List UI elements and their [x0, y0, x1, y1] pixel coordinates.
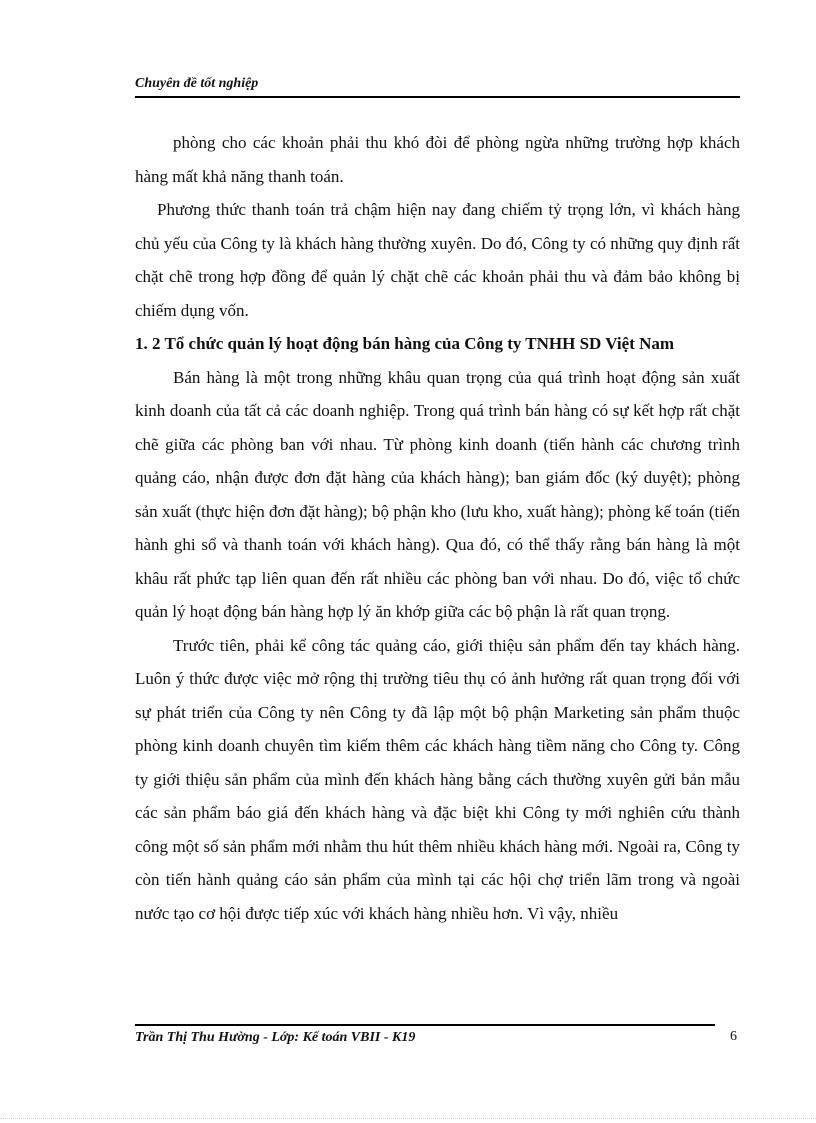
paragraph-1: phòng cho các khoản phải thu khó đòi để phòng ngừa những trường hợp khách hàng mất khả năng thanh toán. — [135, 133, 740, 186]
section-heading: 1. 2 Tổ chức quản lý hoạt động bán hàng của Công ty TNHH SD Việt Nam — [135, 334, 675, 353]
footer-rule — [135, 1024, 715, 1026]
header-rule — [135, 96, 740, 98]
page-number: 6 — [730, 1029, 737, 1044]
paragraph-4: Trước tiên, phải kể công tác quảng cáo, giới thiệu sản phẩm đến tay khách hàng. Luôn ý thức được việc mở rộng thị trường tiêu thụ có ảnh hưởng rất quan trọng đối với sự phát triển của Công ty nên Công ty đã lập một bộ phận Marketing sản phẩm thuộc phòng kinh doanh chuyên tìm kiếm thêm các khách hàng tiềm năng cho Công ty. Công ty giới thiệu sản phẩm của mình đến khách hàng bằng cách thường xuyên gửi bản mẫu các sản phẩm báo giá đến khách hàng và đặc biệt khi Công ty mới nghiên cứu thành công một số sản phẩm mới nhằm thu hút thêm nhiều khách hàng mới. Ngoài ra, Công ty còn tiến hành quảng cáo sản phẩm của mình tại các hội chợ triển lãm trong và ngoài nước tạo cơ hội được tiếp xúc với khách hàng nhiều hơn. Vì vậy, nhiều — [135, 635, 740, 923]
body-text — [135, 126, 740, 930]
paragraph-3: Bán hàng là một trong những khâu quan trọng của quá trình hoạt động sản xuất kinh doanh của tất cả các doanh nghiệp. Trong quá trình bán hàng có sự kết hợp rất chặt chẽ giữa các phòng ban với nhau. Từ phòng kinh doanh (tiến hành các chương trình quảng cáo, nhận được đơn đặt hàng của khách hàng); ban giám đốc (ký duyệt); phòng sản xuất (thực hiện đơn đặt hàng); bộ phận kho (lưu kho, xuất hàng); phòng kế toán (tiến hành ghi sổ và thanh toán với khách hàng). Qua đó, có thể thấy rằng bán hàng là một khâu rất phức tạp liên quan đến rất nhiều các phòng ban với nhau. Do đó, việc tổ chức quản lý hoạt động bán hàng hợp lý ăn khớp giữa các bộ phận là rất quan trọng. — [135, 367, 740, 621]
footer-author: Trần Thị Thu Hường - Lớp: Kế toán VBII - K19 — [135, 1030, 416, 1045]
running-header: Chuyên đề tốt nghiệp — [135, 76, 259, 91]
page-edge — [0, 1118, 816, 1119]
paragraph-2: Phương thức thanh toán trả chậm hiện nay đang chiếm tỷ trọng lớn, vì khách hàng chủ yếu của Công ty là khách hàng thường xuyên. Do đó, Công ty có những quy định rất chặt chẽ trong hợp đồng để quản lý chặt chẽ các khoản phải thu và đảm bảo không bị chiếm dụng vốn. — [135, 200, 740, 320]
